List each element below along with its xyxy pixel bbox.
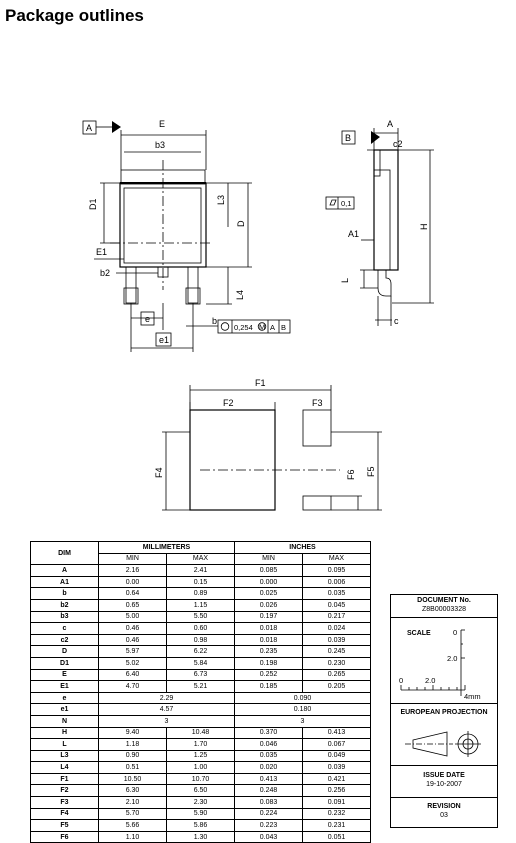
mm-min-cell: 1.10	[99, 831, 167, 843]
inch-min-cell: 0.000	[235, 576, 303, 588]
inch-min-cell: 0.197	[235, 611, 303, 623]
scale-top-0: 0	[453, 628, 458, 637]
dim-D-label: D	[236, 220, 246, 227]
dim-c-label: c	[394, 316, 399, 326]
table-row	[31, 692, 371, 704]
scale-bottom-2: 2.0	[425, 676, 436, 685]
table-row	[31, 576, 371, 588]
inch-max-cell: 0.035	[303, 588, 371, 600]
dim-cell: c	[31, 623, 99, 635]
flatness-value: 0,1	[341, 199, 352, 208]
mm-max-cell: 5.50	[167, 611, 235, 623]
dim-cell: H	[31, 727, 99, 739]
inch-max-cell: 0.230	[303, 657, 371, 669]
table-row	[31, 820, 371, 832]
issue-date: 19-10-2007	[426, 781, 462, 788]
dim-cell: E1	[31, 681, 99, 693]
inch-max-cell: 0.006	[303, 576, 371, 588]
mm-max-cell: 1.15	[167, 599, 235, 611]
inch-min-cell: 0.235	[235, 646, 303, 658]
table-row	[31, 715, 371, 727]
table-row	[31, 831, 371, 843]
inch-min-cell: 0.198	[235, 657, 303, 669]
inch-min-cell: 0.046	[235, 739, 303, 751]
projection-label: EUROPEAN PROJECTION	[400, 709, 488, 716]
header-millimeters: MILLIMETERS	[99, 542, 235, 554]
scale-label: SCALE	[407, 630, 431, 637]
inch-min-cell: 0.370	[235, 727, 303, 739]
dimensions-table	[30, 541, 371, 843]
table-row	[31, 623, 371, 635]
inch-min-cell: 0.043	[235, 831, 303, 843]
inch-max-cell: 0.045	[303, 599, 371, 611]
inch-max-cell: 0.067	[303, 739, 371, 751]
document-info-box	[390, 594, 498, 828]
dim-A-label: A	[387, 119, 394, 129]
inch-min-cell: 0.085	[235, 565, 303, 577]
table-row	[31, 762, 371, 774]
mm-max-cell: 2.30	[167, 797, 235, 809]
mm-max-cell: 10.48	[167, 727, 235, 739]
dim-cell: A1	[31, 576, 99, 588]
inch-max-cell: 0.217	[303, 611, 371, 623]
dim-cell: L	[31, 739, 99, 751]
inch-max-cell: 0.205	[303, 681, 371, 693]
mm-value-cell: 4.57	[99, 704, 235, 716]
dim-e-label: e	[145, 314, 151, 324]
dim-e1-label: e1	[159, 335, 170, 345]
mm-max-cell: 1.25	[167, 750, 235, 762]
mm-max-cell: 1.30	[167, 831, 235, 843]
dim-F5-label: F5	[366, 466, 376, 477]
dim-cell: L3	[31, 750, 99, 762]
mm-min-cell: 5.66	[99, 820, 167, 832]
mm-min-cell: 6.30	[99, 785, 167, 797]
dim-cell: L4	[31, 762, 99, 774]
dim-cell: F2	[31, 785, 99, 797]
inch-min-cell: 0.224	[235, 808, 303, 820]
inch-min-cell: 0.035	[235, 750, 303, 762]
inch-max-cell: 0.091	[303, 797, 371, 809]
revision-value: 03	[440, 812, 448, 819]
mm-min-cell: 1.18	[99, 739, 167, 751]
inch-value-cell: 0.180	[235, 704, 371, 716]
table-row	[31, 669, 371, 681]
inch-max-cell: 0.051	[303, 831, 371, 843]
table-row	[31, 773, 371, 785]
scale-section	[391, 617, 497, 704]
mm-max-cell: 5.21	[167, 681, 235, 693]
mm-min-cell: 0.46	[99, 634, 167, 646]
mm-min-cell: 0.65	[99, 599, 167, 611]
dim-b-label: b	[212, 316, 218, 326]
mm-min-cell: 0.00	[99, 576, 167, 588]
inch-min-cell: 0.413	[235, 773, 303, 785]
mm-max-cell: 0.98	[167, 634, 235, 646]
dim-cell: e	[31, 692, 99, 704]
dim-cell: b3	[31, 611, 99, 623]
inch-min-cell: 0.018	[235, 634, 303, 646]
issue-section	[391, 765, 497, 798]
inch-max-cell: 0.049	[303, 750, 371, 762]
header-dim: DIM	[31, 542, 99, 565]
mm-max-cell: 0.15	[167, 576, 235, 588]
dim-L-label: L	[340, 277, 350, 283]
table-row	[31, 611, 371, 623]
subheader-in-max: MAX	[303, 553, 371, 565]
subheader-mm-min: MIN	[99, 553, 167, 565]
revision-section	[391, 797, 497, 828]
datum-b-label: B	[345, 133, 352, 143]
inch-min-cell: 0.252	[235, 669, 303, 681]
projection-section	[391, 703, 497, 766]
mm-max-cell: 1.70	[167, 739, 235, 751]
inch-max-cell: 0.231	[303, 820, 371, 832]
dim-cell: F1	[31, 773, 99, 785]
mm-max-cell: 5.90	[167, 808, 235, 820]
mm-max-cell: 6.22	[167, 646, 235, 658]
scale-top-2: 2.0	[447, 654, 458, 663]
table-row	[31, 750, 371, 762]
dim-E1-label: E1	[96, 247, 108, 257]
inch-min-cell: 0.248	[235, 785, 303, 797]
document-no-label: DOCUMENT No.	[417, 597, 471, 604]
inch-max-cell: 0.265	[303, 669, 371, 681]
dim-F6-label: F6	[346, 469, 356, 480]
inch-max-cell: 0.095	[303, 565, 371, 577]
inch-min-cell: 0.083	[235, 797, 303, 809]
mm-max-cell: 5.86	[167, 820, 235, 832]
inch-min-cell: 0.223	[235, 820, 303, 832]
inch-min-cell: 0.020	[235, 762, 303, 774]
mm-min-cell: 2.10	[99, 797, 167, 809]
subheader-in-min: MIN	[235, 553, 303, 565]
dim-A1-label: A1	[348, 229, 360, 239]
scale-bottom-0: 0	[399, 676, 404, 685]
mm-max-cell: 1.00	[167, 762, 235, 774]
dim-cell: F6	[31, 831, 99, 843]
dim-F4-label: F4	[154, 467, 164, 478]
mm-min-cell: 9.40	[99, 727, 167, 739]
mm-min-cell: 4.70	[99, 681, 167, 693]
table-row	[31, 727, 371, 739]
table-row	[31, 588, 371, 600]
inch-max-cell: 0.232	[303, 808, 371, 820]
table-row	[31, 634, 371, 646]
dim-cell: A	[31, 565, 99, 577]
datum-a-label: A	[86, 123, 93, 133]
mm-max-cell: 0.60	[167, 623, 235, 635]
table-row	[31, 797, 371, 809]
table-row	[31, 646, 371, 658]
dim-D1-label: D1	[88, 198, 98, 210]
mm-min-cell: 6.40	[99, 669, 167, 681]
mm-max-cell: 2.41	[167, 565, 235, 577]
dim-L4-label: L4	[235, 289, 245, 300]
table-row	[31, 808, 371, 820]
mm-value-cell: 3	[99, 715, 235, 727]
tolerance-m-label: M	[259, 322, 266, 332]
inch-max-cell: 0.256	[303, 785, 371, 797]
inch-max-cell: 0.413	[303, 727, 371, 739]
header-inches: INCHES	[235, 542, 371, 554]
mm-min-cell: 0.90	[99, 750, 167, 762]
table-header-row	[31, 542, 371, 554]
dim-c2-label: c2	[393, 139, 403, 149]
table-row	[31, 599, 371, 611]
tolerance-b-label: B	[281, 323, 287, 332]
dim-cell: F4	[31, 808, 99, 820]
table-body	[31, 565, 371, 843]
dim-cell: c2	[31, 634, 99, 646]
table-row	[31, 657, 371, 669]
inch-max-cell: 0.421	[303, 773, 371, 785]
mm-min-cell: 5.02	[99, 657, 167, 669]
document-number: Z8B00003328	[422, 606, 466, 613]
projection-symbol-icon	[391, 718, 497, 768]
mm-value-cell: 2.29	[99, 692, 235, 704]
mm-max-cell: 0.89	[167, 588, 235, 600]
mm-min-cell: 2.16	[99, 565, 167, 577]
mm-min-cell: 5.97	[99, 646, 167, 658]
tolerance-a-label: A	[270, 323, 276, 332]
dim-cell: D1	[31, 657, 99, 669]
dim-cell: N	[31, 715, 99, 727]
table-row	[31, 785, 371, 797]
dim-b3-label: b3	[155, 140, 166, 150]
dim-cell: E	[31, 669, 99, 681]
inch-min-cell: 0.018	[235, 623, 303, 635]
inch-min-cell: 0.185	[235, 681, 303, 693]
dim-cell: F5	[31, 820, 99, 832]
dim-F1-label: F1	[255, 378, 266, 388]
table-row	[31, 704, 371, 716]
mm-min-cell: 0.46	[99, 623, 167, 635]
tolerance-value: 0,254	[234, 323, 253, 332]
page-title: Package outlines	[5, 6, 144, 25]
issue-date-label: ISSUE DATE	[423, 772, 465, 779]
revision-label: REVISION	[427, 803, 461, 810]
table-row	[31, 565, 371, 577]
dim-F2-label: F2	[223, 398, 234, 408]
inch-max-cell: 0.039	[303, 634, 371, 646]
mm-min-cell: 5.00	[99, 611, 167, 623]
inch-max-cell: 0.039	[303, 762, 371, 774]
inch-min-cell: 0.025	[235, 588, 303, 600]
dim-cell: b	[31, 588, 99, 600]
dim-H-label: H	[419, 223, 429, 230]
mm-max-cell: 6.73	[167, 669, 235, 681]
table-row	[31, 681, 371, 693]
inch-value-cell: 3	[235, 715, 371, 727]
dim-E-label: E	[159, 119, 166, 129]
inch-max-cell: 0.245	[303, 646, 371, 658]
table-row	[31, 739, 371, 751]
dim-cell: F3	[31, 797, 99, 809]
mm-min-cell: 0.64	[99, 588, 167, 600]
subheader-mm-max: MAX	[167, 553, 235, 565]
inch-value-cell: 0.090	[235, 692, 371, 704]
dim-cell: e1	[31, 704, 99, 716]
mm-min-cell: 0.51	[99, 762, 167, 774]
dim-L3-label: L3	[216, 194, 226, 205]
dim-cell: D	[31, 646, 99, 658]
mm-max-cell: 6.50	[167, 785, 235, 797]
scale-ruler	[391, 618, 497, 704]
dim-F3-label: F3	[312, 398, 323, 408]
dim-b2-label: b2	[100, 268, 111, 278]
inch-max-cell: 0.024	[303, 623, 371, 635]
inch-min-cell: 0.026	[235, 599, 303, 611]
mm-min-cell: 10.50	[99, 773, 167, 785]
scale-4mm: 4mm	[464, 692, 481, 701]
dim-cell: b2	[31, 599, 99, 611]
mm-max-cell: 10.70	[167, 773, 235, 785]
mm-min-cell: 5.70	[99, 808, 167, 820]
mm-max-cell: 5.84	[167, 657, 235, 669]
